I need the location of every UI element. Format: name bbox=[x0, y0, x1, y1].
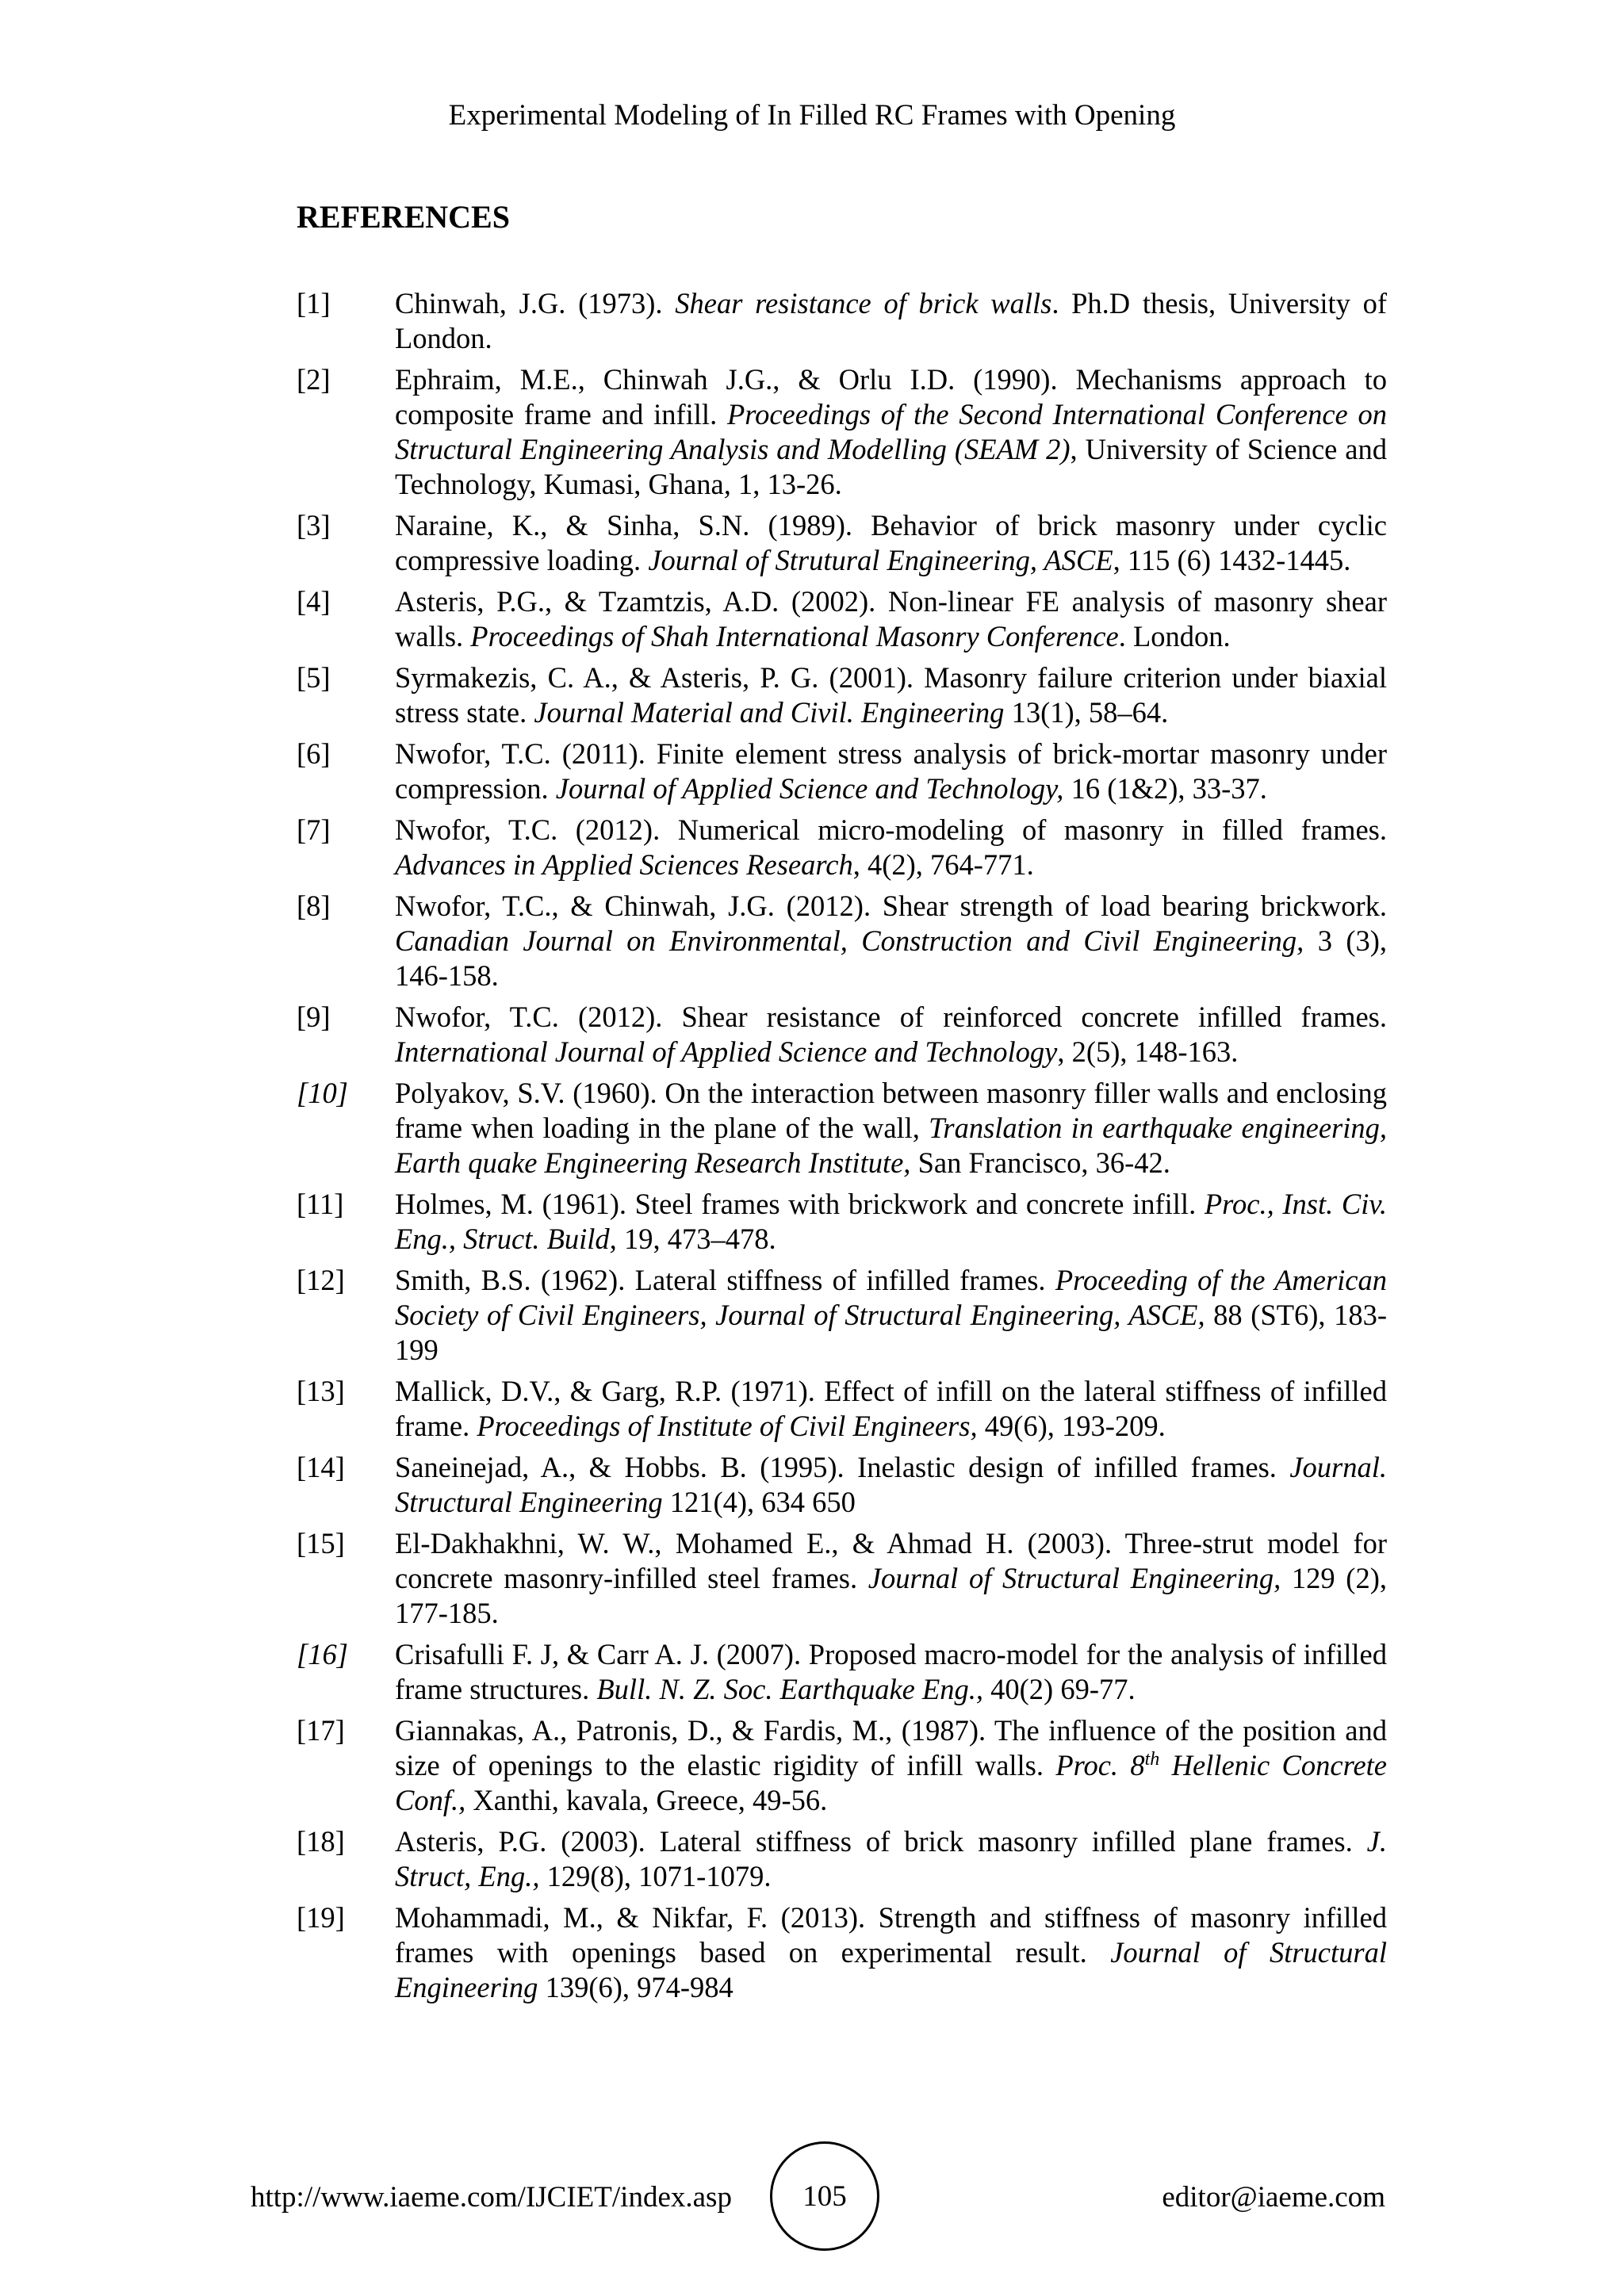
reference-number: [13] bbox=[297, 1375, 345, 1407]
reference-segment: , 4(2), 764-771. bbox=[852, 848, 1034, 881]
reference-segment: Nwofor, T.C., & Chinwah, J.G. (2012). Shear strength of load bearing brickwork. bbox=[395, 890, 1387, 922]
reference-item bbox=[297, 1000, 1387, 1070]
reference-number: [7] bbox=[297, 813, 331, 846]
reference-text bbox=[395, 1900, 1387, 2005]
reference-number: [11] bbox=[297, 1188, 344, 1220]
reference-number: [6] bbox=[297, 737, 331, 770]
reference-italic-segment: Proceeding of the American Society of Civil Engineers, Journal of Structural Engineering, ASCE, bbox=[395, 1264, 1387, 1331]
reference-italic-segment: Journal Material and Civil. Engineering bbox=[534, 696, 1005, 729]
reference-italic-segment: Journal of Applied Science and Technology, bbox=[555, 772, 1064, 805]
reference-segment: Smith, B.S. (1962). Lateral stiffness of infilled frames. bbox=[395, 1264, 1055, 1296]
reference-italic-segment: Advances in Applied Sciences Research bbox=[395, 848, 853, 881]
reference-item bbox=[297, 508, 1387, 578]
reference-text bbox=[395, 508, 1387, 578]
reference-segment: Ephraim, M.E., Chinwah J.G., & Orlu I.D. (1990). Mechanisms approach to composite frame and infill. bbox=[395, 363, 1387, 430]
reference-number: [1] bbox=[297, 287, 331, 320]
reference-italic-segment: Journal of Strutural Engineering, ASCE bbox=[648, 544, 1113, 576]
reference-segment: Giannakas, A., Patronis, D., & Fardis, M., (1987). The influence of the position and size of openings to the elastic rigidity of infill walls. bbox=[395, 1714, 1387, 1781]
reference-italic-segment: International Journal of Applied Science and Technology bbox=[395, 1035, 1058, 1068]
reference-text bbox=[395, 1000, 1387, 1070]
reference-number: [16] bbox=[297, 1638, 348, 1670]
reference-segment: Mohammadi, M., & Nikfar, F. (2013). Strength and stiffness of masonry infilled frames with openings based on experimental result. bbox=[395, 1901, 1387, 1969]
reference-item bbox=[297, 1187, 1387, 1257]
reference-italic-segment: Bull. N. Z. Soc. Earthquake Eng., bbox=[596, 1673, 984, 1705]
reference-item bbox=[297, 362, 1387, 502]
reference-item bbox=[297, 889, 1387, 993]
reference-segment: Polyakov, S.V. (1960). On the interaction between masonry filler walls and enclosing frame when loading in the plane of the wall, bbox=[395, 1077, 1387, 1144]
reference-segment: Chinwah, J.G. (1973). bbox=[395, 287, 676, 320]
reference-item bbox=[297, 1824, 1387, 1894]
reference-segment: Crisafulli F. J, & Carr A. J. (2007). Proposed macro-model for the analysis of infilled frame structures. bbox=[395, 1638, 1387, 1705]
reference-number: [9] bbox=[297, 1001, 331, 1033]
reference-item bbox=[297, 1076, 1387, 1181]
reference-segment: Nwofor, T.C. (2012). Shear resistance of reinforced concrete infilled frames. bbox=[395, 1001, 1387, 1033]
reference-text bbox=[395, 1450, 1387, 1520]
reference-text bbox=[395, 889, 1387, 993]
footer-email[interactable]: editor@iaeme.com bbox=[1162, 2181, 1385, 2214]
reference-item bbox=[297, 813, 1387, 882]
reference-segment: , 115 (6) 1432-1445. bbox=[1113, 544, 1351, 576]
reference-text bbox=[395, 1263, 1387, 1368]
reference-item bbox=[297, 584, 1387, 654]
reference-number: [14] bbox=[297, 1451, 345, 1483]
reference-number: [3] bbox=[297, 509, 331, 541]
reference-text bbox=[395, 1187, 1387, 1257]
reference-segment: . Ph.D thesis, University of London. bbox=[395, 287, 1388, 354]
reference-segment: 49(6), 193-209. bbox=[977, 1410, 1166, 1442]
reference-segment: El-Dakhakhni, W. W., Mohamed E., & Ahmad H. (2003). Three-strut model for concrete masonry-infilled steel frames. bbox=[395, 1527, 1387, 1594]
reference-segment: Naraine, K., & Sinha, S.N. (1989). Behavior of brick masonry under cyclic compressive loading. bbox=[395, 509, 1387, 576]
reference-text bbox=[395, 1374, 1387, 1444]
reference-text bbox=[395, 1076, 1387, 1181]
footer-url[interactable]: http://www.iaeme.com/IJCIET/index.asp bbox=[251, 2181, 732, 2214]
reference-text bbox=[395, 813, 1387, 882]
reference-segment: , University of Science and Technology, Kumasi, Ghana bbox=[395, 433, 1387, 500]
reference-text bbox=[395, 1637, 1387, 1707]
reference-item bbox=[297, 1374, 1387, 1444]
reference-italic-segment: Proceedings of Shah International Masonry Conference bbox=[470, 620, 1119, 652]
reference-segment: Mallick, D.V., & Garg, R.P. (1971). Effect of infill on the lateral stiffness of infilled frame. bbox=[395, 1375, 1387, 1442]
reference-text bbox=[395, 1526, 1387, 1631]
reference-segment: 13(1), 58–64. bbox=[1004, 696, 1169, 729]
reference-segment: 139(6), 974-984 bbox=[538, 1971, 733, 2003]
reference-segment: . London. bbox=[1118, 620, 1231, 652]
reference-item bbox=[297, 1450, 1387, 1520]
reference-segment: 3 (3), 146-158. bbox=[395, 924, 1388, 992]
reference-italic-segment: Proceedings of Institute of Civil Engineers, bbox=[477, 1410, 978, 1442]
reference-item bbox=[297, 286, 1387, 356]
reference-segment: 1, 13-26. bbox=[730, 468, 842, 500]
reference-item bbox=[297, 660, 1387, 730]
page-number-circle bbox=[770, 2141, 879, 2251]
reference-item bbox=[297, 737, 1387, 806]
reference-segment: Asteris, P.G., & Tzamtzis, A.D. (2002). Non-linear FE analysis of masonry shear walls. bbox=[395, 585, 1387, 652]
reference-segment: Asteris, P.G. (2003). Lateral stiffness of brick masonry infilled plane frames. bbox=[395, 1825, 1367, 1858]
reference-segment: Holmes, M. (1961). Steel frames with brickwork and concrete infill. bbox=[395, 1188, 1205, 1220]
reference-number: [12] bbox=[297, 1264, 345, 1296]
reference-italic-segment: Hellenic Concrete Conf., bbox=[395, 1749, 1387, 1816]
reference-item bbox=[297, 1713, 1387, 1818]
reference-number: [18] bbox=[297, 1825, 345, 1858]
reference-number: [5] bbox=[297, 661, 331, 694]
reference-italic-segment: Shear resistance of brick walls bbox=[675, 287, 1052, 320]
reference-item bbox=[297, 1526, 1387, 1631]
section-title: REFERENCES bbox=[297, 199, 510, 235]
reference-number: [15] bbox=[297, 1527, 345, 1559]
reference-italic-segment: Proc. 8 bbox=[1055, 1749, 1145, 1781]
reference-segment: Nwofor, T.C. (2012). Numerical micro-modeling of masonry in filled frames. bbox=[395, 813, 1387, 846]
reference-number: [17] bbox=[297, 1714, 345, 1747]
reference-italic-segment: Proceedings of the Second International Conference on Structural Engineering Analysis and Modelling (SEAM 2) bbox=[395, 398, 1387, 465]
reference-italic-segment: Canadian Journal on Environmental, Construction and Civil Engineering, bbox=[395, 924, 1304, 957]
reference-superscript: th bbox=[1144, 1748, 1160, 1770]
reference-text bbox=[395, 660, 1387, 730]
reference-number: [8] bbox=[297, 890, 331, 922]
reference-text bbox=[395, 286, 1387, 356]
reference-segment: San Francisco, 36-42. bbox=[910, 1146, 1170, 1179]
reference-italic-segment: Journal. Structural Engineering bbox=[395, 1451, 1387, 1518]
page-number: 105 bbox=[802, 2179, 847, 2213]
reference-segment: 121(4), 634 650 bbox=[662, 1486, 856, 1518]
reference-item bbox=[297, 1900, 1387, 2005]
reference-number: [10] bbox=[297, 1077, 348, 1109]
running-header: Experimental Modeling of In Filled RC Frames with Opening bbox=[448, 99, 1176, 132]
reference-italic-segment: , bbox=[723, 468, 731, 500]
reference-segment: Syrmakezis, C. A., & Asteris, P. G. (2001). Masonry failure criterion under biaxial stress state. bbox=[395, 661, 1387, 729]
reference-number: [2] bbox=[297, 363, 331, 396]
reference-italic-segment: Translation in earthquake engineering, Earth quake Engineering Research Institute, bbox=[395, 1112, 1387, 1179]
reference-segment: Saneinejad, A., & Hobbs. B. (1995). Inelastic design of infilled frames. bbox=[395, 1451, 1290, 1483]
reference-number: [4] bbox=[297, 585, 331, 618]
reference-segment: , 2(5), 148-163. bbox=[1057, 1035, 1239, 1068]
reference-item bbox=[297, 1637, 1387, 1707]
reference-text bbox=[395, 1713, 1387, 1818]
reference-list bbox=[297, 286, 1387, 2011]
reference-segment: 19, 473–478. bbox=[616, 1223, 776, 1255]
reference-item bbox=[297, 1263, 1387, 1368]
reference-segment: 40(2) 69-77. bbox=[983, 1673, 1136, 1705]
reference-text bbox=[395, 362, 1387, 502]
reference-text bbox=[395, 737, 1387, 806]
reference-italic-segment: Journal of Structural Engineering bbox=[395, 1936, 1387, 2003]
reference-text bbox=[395, 1824, 1387, 1894]
reference-segment: 129(8), 1071-1079. bbox=[539, 1860, 772, 1892]
reference-segment: 16 (1&2), 33-37. bbox=[1063, 772, 1267, 805]
reference-italic-segment: Journal of Structural Engineering, bbox=[868, 1562, 1281, 1594]
reference-segment: Xanthi, kavala, Greece, 49-56. bbox=[465, 1784, 828, 1816]
reference-segment: 88 (ST6), 183-199 bbox=[395, 1299, 1388, 1366]
reference-text bbox=[395, 584, 1387, 654]
reference-segment: 129 (2), 177-185. bbox=[395, 1562, 1387, 1629]
reference-italic-segment: Proc., Inst. Civ. Eng., Struct. Build, bbox=[395, 1188, 1388, 1255]
reference-number: [19] bbox=[297, 1901, 345, 1934]
reference-segment: Nwofor, T.C. (2011). Finite element stress analysis of brick-mortar masonry under compression. bbox=[395, 737, 1387, 805]
reference-italic-segment: J. Struct, Eng., bbox=[395, 1825, 1387, 1892]
